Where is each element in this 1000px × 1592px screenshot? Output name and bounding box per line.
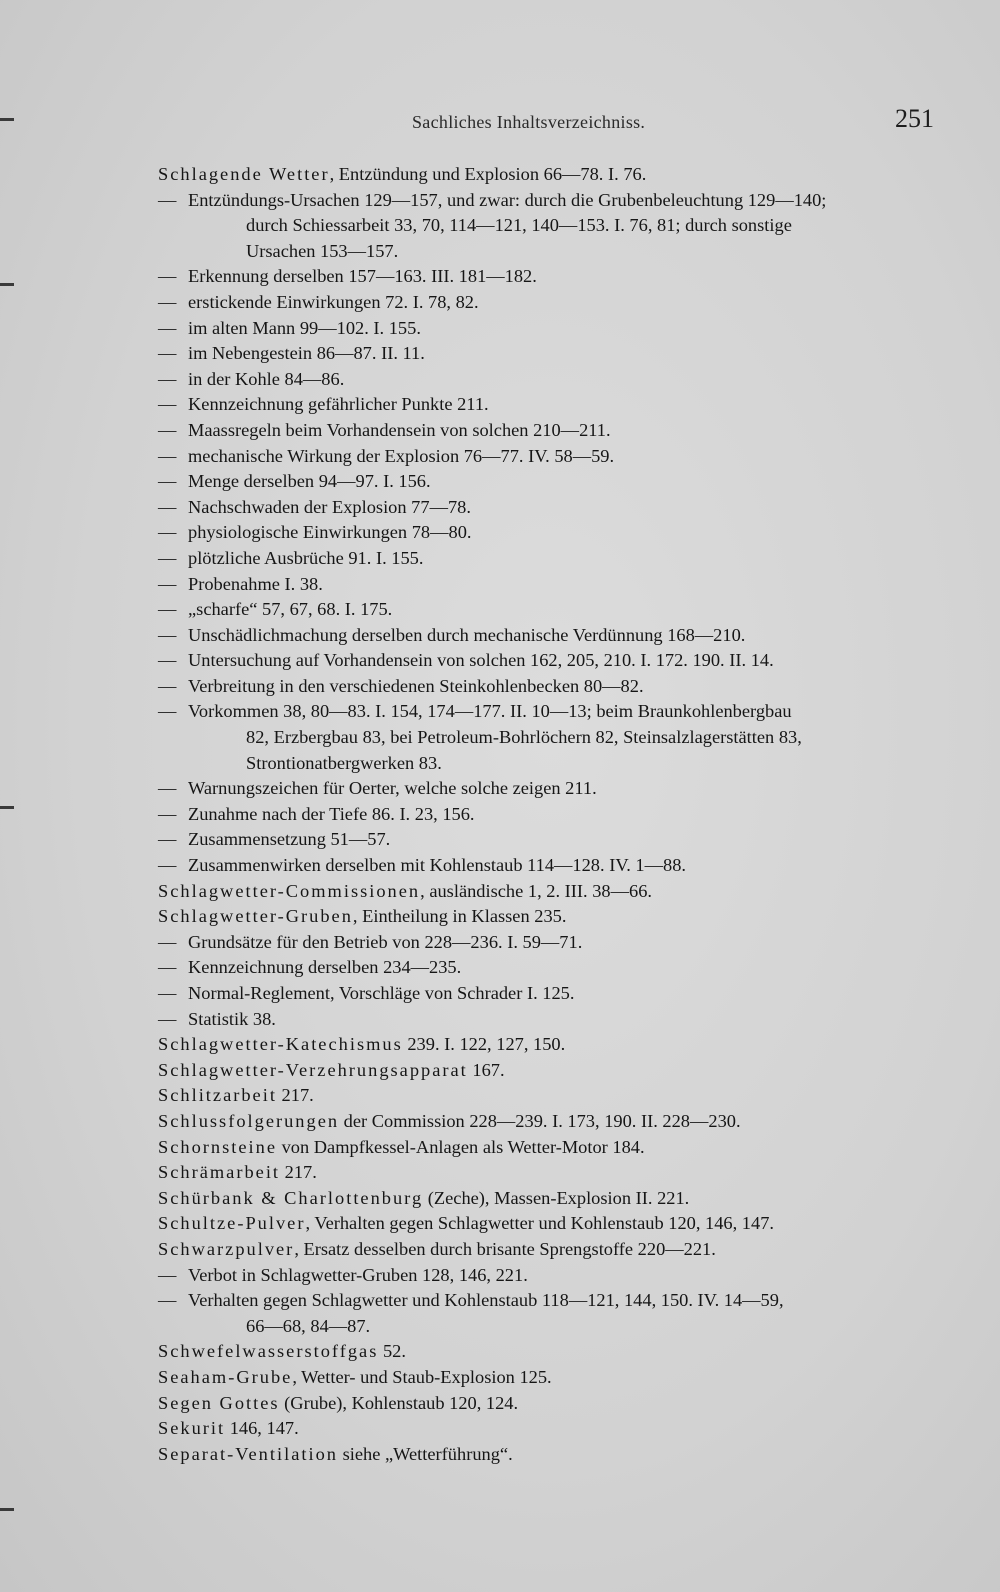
index-subentry (158, 1288, 938, 1339)
index-entry (158, 162, 938, 188)
dash-mark: — (158, 445, 177, 466)
index-subentry (158, 597, 938, 623)
dash-mark: — (158, 522, 177, 543)
entry-text: (Grube), Kohlenstaub 120, 124. (279, 1392, 519, 1413)
index-entry (158, 1135, 938, 1161)
entry-text: Normal-Reglement, Vorschläge von Schrader I. 125. (188, 983, 575, 1003)
dash-mark: — (158, 419, 177, 440)
index-subentry (158, 623, 938, 649)
entry-text: , Wetter- und Staub-Explosion 125. (292, 1366, 552, 1387)
dash-mark: — (158, 496, 177, 517)
dash-mark: — (158, 1008, 177, 1029)
index-subentry (158, 699, 938, 776)
dash-mark: — (158, 829, 177, 850)
dash-mark: — (158, 291, 177, 312)
index-subentry (158, 546, 938, 572)
index-subentry (158, 392, 938, 418)
index-subentry (158, 930, 938, 956)
page-number: 251 (895, 104, 934, 133)
entry-headword: Segen Gottes (158, 1392, 280, 1413)
index-entry (158, 879, 938, 905)
entry-headword: Schornsteine (158, 1136, 277, 1157)
index-subentry (158, 981, 938, 1007)
index-subentry (158, 418, 938, 444)
entry-text: 239. I. 122, 127, 150. (402, 1034, 566, 1055)
entry-headword: Schlagwetter-Gruben (158, 906, 353, 927)
entry-headword: Schultze-Pulver (158, 1213, 306, 1234)
index-entry (158, 1186, 938, 1212)
index-subentry (158, 827, 938, 853)
index-entry (158, 1058, 938, 1084)
index-subentry (158, 188, 938, 265)
dash-mark: — (158, 599, 177, 620)
entry-headword: Schlitzarbeit (158, 1085, 277, 1106)
index-subentry (158, 341, 938, 367)
index-subentry (158, 802, 938, 828)
entry-text: 167. (467, 1059, 505, 1080)
entry-headword: Schürbank & Charlottenburg (158, 1187, 424, 1208)
index-entry (158, 1237, 938, 1263)
dash-mark: — (158, 573, 177, 594)
index-subentry (158, 674, 938, 700)
dash-mark: — (158, 803, 177, 824)
entry-text: Verbreitung in den verschiedenen Steinkohlenbecken 80—82. (188, 675, 644, 696)
index-entry (158, 904, 938, 930)
entry-text: im Nebengestein 86—87. II. 11. (188, 343, 425, 364)
entry-text: Verbot in Schlagwetter-Gruben 128, 146, 221. (188, 1264, 528, 1285)
entry-headword: Separat-Ventilation (158, 1443, 338, 1464)
index-entry (158, 1160, 938, 1186)
entry-continuation: 66—68, 84—87. (246, 1315, 371, 1336)
index-subentry (158, 495, 938, 521)
entry-text: von Dampfkessel-Anlagen als Wetter-Motor 184. (277, 1136, 645, 1157)
dash-mark: — (158, 624, 177, 645)
index-subentry (158, 776, 938, 802)
index-entry (158, 1211, 938, 1237)
entry-text: 217. (280, 1162, 317, 1183)
dash-mark: — (158, 983, 177, 1003)
entry-text: mechanische Wirkung der Explosion 76—77. IV. 58—59. (188, 445, 615, 466)
entry-text: Kennzeichnung gefährlicher Punkte 211. (188, 394, 489, 415)
dash-mark: — (158, 317, 177, 338)
index-subentry (158, 367, 938, 393)
dash-mark: — (158, 394, 177, 415)
running-head: Sachliches Inhaltsverzeichniss. (412, 112, 646, 132)
dash-mark: — (158, 675, 177, 696)
entry-text: Vorkommen 38, 80—83. I. 154, 174—177. II. 10—13; beim Braunkohlenbergbau (188, 701, 792, 722)
index-entry (158, 1083, 938, 1109)
dash-mark: — (158, 855, 177, 876)
entry-continuation: Ursachen 153—157. (246, 240, 399, 261)
dash-mark: — (158, 471, 177, 492)
entry-text: der Commission 228—239. I. 173, 190. II. 228—230. (339, 1110, 741, 1131)
entry-text: Nachschwaden der Explosion 77—78. (188, 496, 471, 517)
entry-headword: Schlagwetter-Verzehrungsapparat (158, 1059, 468, 1080)
index-subentry (158, 290, 938, 316)
dash-mark: — (158, 778, 177, 799)
margin-tick (0, 806, 14, 809)
index-subentry (158, 444, 938, 470)
index-entry (158, 1032, 938, 1058)
entry-text: Grundsätze für den Betrieb von 228—236. I. 59—71. (188, 931, 583, 952)
entry-text: (Zeche), Massen-Explosion II. 221. (423, 1187, 690, 1208)
entry-headword: Schrämarbeit (158, 1162, 281, 1183)
entry-text: 217. (276, 1085, 314, 1106)
entry-text: Probenahme I. 38. (188, 573, 323, 594)
entry-headword: Schlagwetter-Katechismus (158, 1034, 403, 1055)
entry-text: erstickende Einwirkungen 72. I. 78, 82. (188, 291, 479, 312)
entry-continuation: Strontionatbergwerken 83. (246, 752, 442, 773)
entry-headword: Sekurit (158, 1418, 226, 1439)
margin-tick (0, 118, 14, 121)
entry-text: Statistik 38. (188, 1008, 276, 1029)
dash-mark: — (158, 931, 177, 952)
entry-text: , Entzündung und Explosion 66—78. I. 76. (329, 164, 647, 184)
entry-text: Erkennung derselben 157—163. III. 181—182. (188, 266, 537, 287)
dash-mark: — (158, 547, 177, 568)
entry-headword: Seaham-Grube (158, 1366, 293, 1387)
dash-mark: — (158, 1264, 177, 1285)
index-entries (158, 162, 938, 1467)
entry-text: Menge derselben 94—97. I. 156. (188, 471, 431, 492)
entry-text: , ausländische 1, 2. III. 38—66. (420, 880, 653, 901)
dash-mark: — (158, 1290, 177, 1311)
index-subentry (158, 648, 938, 674)
index-subentry (158, 853, 938, 879)
entry-text: Warnungszeichen für Oerter, welche solche zeigen 211. (188, 778, 597, 799)
index-subentry (158, 1007, 938, 1033)
entry-text: physiologische Einwirkungen 78—80. (188, 522, 472, 543)
entry-text: in der Kohle 84—86. (188, 368, 345, 389)
entry-headword: Schlagende Wetter (158, 164, 330, 184)
entry-text: , Eintheilung in Klassen 235. (352, 906, 567, 927)
dash-mark: — (158, 957, 177, 978)
dash-mark: — (158, 701, 177, 722)
index-subentry (158, 520, 938, 546)
entry-headword: Schlussfolgerungen (158, 1110, 340, 1131)
margin-tick (0, 1508, 14, 1511)
entry-continuation: 82, Erzbergbau 83, bei Petroleum-Bohrlöchern 82, Steinsalzlagerstätten 83, (246, 727, 802, 748)
index-entry (158, 1339, 938, 1365)
index-entry (158, 1391, 938, 1417)
index-entry (158, 1416, 938, 1442)
entry-text: Entzündungs-Ursachen 129—157, und zwar: durch die Grubenbeleuchtung 129—140; (188, 189, 827, 210)
entry-headword: Schlagwetter-Commissionen (158, 880, 421, 901)
entry-text: „scharfe“ 57, 67, 68. I. 175. (188, 599, 393, 620)
entry-text: Untersuchung auf Vorhandensein von solchen 162, 205, 210. I. 172. 190. II. 14. (188, 650, 774, 671)
dash-mark: — (158, 266, 177, 287)
margin-tick (0, 283, 14, 286)
index-entry (158, 1365, 938, 1391)
entry-text: Zunahme nach der Tiefe 86. I. 23, 156. (188, 803, 475, 824)
index-subentry (158, 316, 938, 342)
entry-text: Zusammenwirken derselben mit Kohlenstaub 114—128. IV. 1—88. (188, 855, 687, 876)
entry-text: 52. (378, 1341, 406, 1362)
entry-text: plötzliche Ausbrüche 91. I. 155. (188, 547, 424, 568)
entry-text: Verhalten gegen Schlagwetter und Kohlenstaub 118—121, 144, 150. IV. 14—59, (188, 1290, 784, 1311)
dash-mark: — (158, 189, 177, 210)
index-subentry (158, 264, 938, 290)
entry-headword: Schwefelwasserstoffgas (158, 1341, 379, 1362)
dash-mark: — (158, 368, 177, 389)
index-subentry (158, 955, 938, 981)
entry-text: Maassregeln beim Vorhandensein von solchen 210—211. (188, 419, 611, 440)
entry-text: Kennzeichnung derselben 234—235. (188, 957, 462, 978)
entry-continuation: durch Schiessarbeit 33, 70, 114—121, 140—153. I. 76, 81; durch sonstige (246, 215, 792, 236)
index-entry (158, 1109, 938, 1135)
entry-text: 146, 147. (225, 1418, 299, 1439)
index-subentry (158, 572, 938, 598)
dash-mark: — (158, 343, 177, 364)
index-entry (158, 1442, 938, 1468)
entry-text: Zusammensetzung 51—57. (188, 829, 391, 850)
entry-text: , Verhalten gegen Schlagwetter und Kohlenstaub 120, 146, 147. (305, 1213, 774, 1234)
entry-text: Unschädlichmachung derselben durch mechanische Verdünnung 168—210. (188, 624, 746, 645)
entry-text: , Ersatz desselben durch brisante Sprengstoffe 220—221. (294, 1238, 716, 1259)
dash-mark: — (158, 650, 177, 671)
index-subentry (158, 1263, 938, 1289)
entry-text: im alten Mann 99—102. I. 155. (188, 317, 421, 338)
index-subentry (158, 469, 938, 495)
entry-headword: Schwarzpulver (158, 1238, 295, 1259)
entry-text: siehe „Wetterführung“. (337, 1443, 513, 1464)
